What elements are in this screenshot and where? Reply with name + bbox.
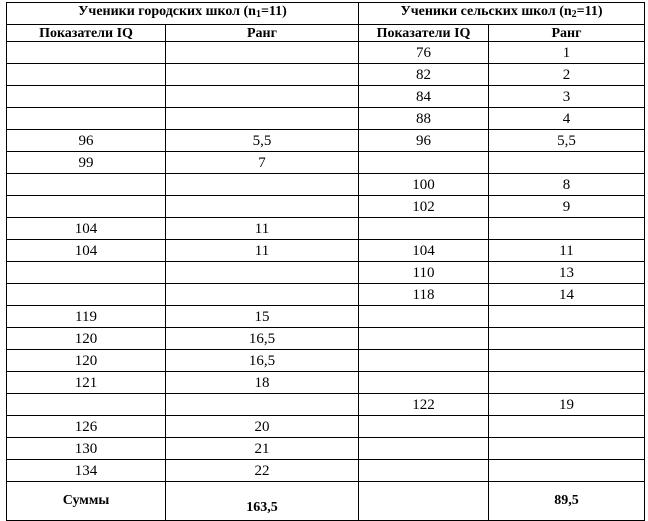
urban-rank-cell: 22 [166, 460, 359, 482]
rural-iq-cell [359, 350, 489, 372]
rural-iq-cell [359, 438, 489, 460]
iq-rank-table [6, 2, 645, 521]
rural-rank-cell [489, 438, 645, 460]
urban-iq-cell: 130 [7, 438, 166, 460]
urban-rank-cell [166, 262, 359, 284]
urban-iq-cell [7, 174, 166, 196]
table-row [7, 196, 645, 218]
urban-rank-sum: 163,5 [166, 482, 359, 521]
urban-iq-cell: 104 [7, 218, 166, 240]
urban-iq-cell: 121 [7, 372, 166, 394]
table-row [7, 328, 645, 350]
urban-rank-cell: 5,5 [166, 130, 359, 152]
urban-iq-cell: 99 [7, 152, 166, 174]
urban-rank-cell [166, 284, 359, 306]
rural-iq-cell: 118 [359, 284, 489, 306]
rural-rank-cell [489, 218, 645, 240]
table-row [7, 152, 645, 174]
urban-rank-cell: 20 [166, 416, 359, 438]
rural-iq-cell: 122 [359, 394, 489, 416]
rural-iq-cell [359, 416, 489, 438]
totals-label: Суммы [7, 482, 166, 521]
rural-rank-cell [489, 460, 645, 482]
rural-rank-cell [489, 372, 645, 394]
urban-rank-cell: 16,5 [166, 328, 359, 350]
urban-iq-cell [7, 86, 166, 108]
urban-iq-cell: 104 [7, 240, 166, 262]
urban-rank-cell: 11 [166, 218, 359, 240]
table-row [7, 108, 645, 130]
table-row [7, 460, 645, 482]
table-row [7, 284, 645, 306]
group-header-row [7, 3, 645, 25]
urban-rank-cell [166, 42, 359, 64]
urban-iq-cell [7, 108, 166, 130]
urban-rank-cell: 18 [166, 372, 359, 394]
urban-iq-cell: 134 [7, 460, 166, 482]
table-row [7, 438, 645, 460]
urban-iq-cell [7, 262, 166, 284]
rural-iq-column-header: Показатели IQ [359, 25, 489, 42]
rural-rank-cell: 5,5 [489, 130, 645, 152]
rural-rank-cell [489, 416, 645, 438]
urban-iq-cell [7, 284, 166, 306]
table-row [7, 394, 645, 416]
urban-rank-cell: 15 [166, 306, 359, 328]
rural-iq-cell: 82 [359, 64, 489, 86]
urban-iq-cell [7, 42, 166, 64]
rural-iq-cell: 88 [359, 108, 489, 130]
column-header-row [7, 25, 645, 42]
rural-rank-cell: 3 [489, 86, 645, 108]
urban-rank-cell [166, 394, 359, 416]
rural-rank-column-header: Ранг [489, 25, 645, 42]
urban-rank-cell: 11 [166, 240, 359, 262]
table-row [7, 64, 645, 86]
rural-rank-cell: 2 [489, 64, 645, 86]
table-row [7, 416, 645, 438]
urban-iq-cell: 120 [7, 328, 166, 350]
rural-iq-cell: 84 [359, 86, 489, 108]
table-row [7, 218, 645, 240]
urban-iq-cell: 119 [7, 306, 166, 328]
table-row [7, 372, 645, 394]
rural-rank-cell: 13 [489, 262, 645, 284]
table-row [7, 86, 645, 108]
urban-iq-cell [7, 196, 166, 218]
urban-rank-cell [166, 174, 359, 196]
rural-iq-cell [359, 328, 489, 350]
rural-iq-cell: 76 [359, 42, 489, 64]
rural-rank-cell: 11 [489, 240, 645, 262]
table-row [7, 130, 645, 152]
rural-iq-cell [359, 306, 489, 328]
rural-iq-cell [359, 460, 489, 482]
urban-rank-cell: 21 [166, 438, 359, 460]
urban-rank-cell: 7 [166, 152, 359, 174]
urban-rank-cell [166, 86, 359, 108]
rural-iq-cell: 96 [359, 130, 489, 152]
rural-iq-cell: 110 [359, 262, 489, 284]
totals-row [7, 482, 645, 521]
urban-rank-cell [166, 196, 359, 218]
urban-iq-cell: 96 [7, 130, 166, 152]
urban-rank-cell: 16,5 [166, 350, 359, 372]
rural-rank-cell [489, 152, 645, 174]
rural-rank-cell: 1 [489, 42, 645, 64]
urban-group-header: Ученики городских школ $(n_1=11)$ [7, 3, 359, 25]
table-body [7, 42, 645, 482]
rural-rank-cell: 8 [489, 174, 645, 196]
rural-rank-cell [489, 328, 645, 350]
rural-rank-sum: 89,5 [489, 482, 645, 521]
rural-rank-cell: 14 [489, 284, 645, 306]
table-row [7, 262, 645, 284]
urban-rank-column-header: Ранг [166, 25, 359, 42]
rural-iq-sum-empty [359, 482, 489, 521]
rural-iq-cell [359, 372, 489, 394]
table-row [7, 42, 645, 64]
rural-group-header: Ученики сельских школ $(n_2=11)$ [359, 3, 645, 25]
urban-rank-cell [166, 108, 359, 130]
rural-rank-cell: 9 [489, 196, 645, 218]
rural-iq-cell [359, 152, 489, 174]
rural-rank-cell: 19 [489, 394, 645, 416]
rural-iq-cell: 102 [359, 196, 489, 218]
table-row [7, 174, 645, 196]
urban-iq-cell [7, 64, 166, 86]
urban-rank-cell [166, 64, 359, 86]
table-row [7, 350, 645, 372]
urban-iq-cell [7, 394, 166, 416]
rural-rank-cell: 4 [489, 108, 645, 130]
rural-rank-cell [489, 306, 645, 328]
urban-iq-cell: 120 [7, 350, 166, 372]
rural-iq-cell: 100 [359, 174, 489, 196]
table-row [7, 240, 645, 262]
urban-iq-cell: 126 [7, 416, 166, 438]
rural-iq-cell [359, 218, 489, 240]
rural-rank-cell [489, 350, 645, 372]
rural-iq-cell: 104 [359, 240, 489, 262]
urban-iq-column-header: Показатели IQ [7, 25, 166, 42]
table-row [7, 306, 645, 328]
